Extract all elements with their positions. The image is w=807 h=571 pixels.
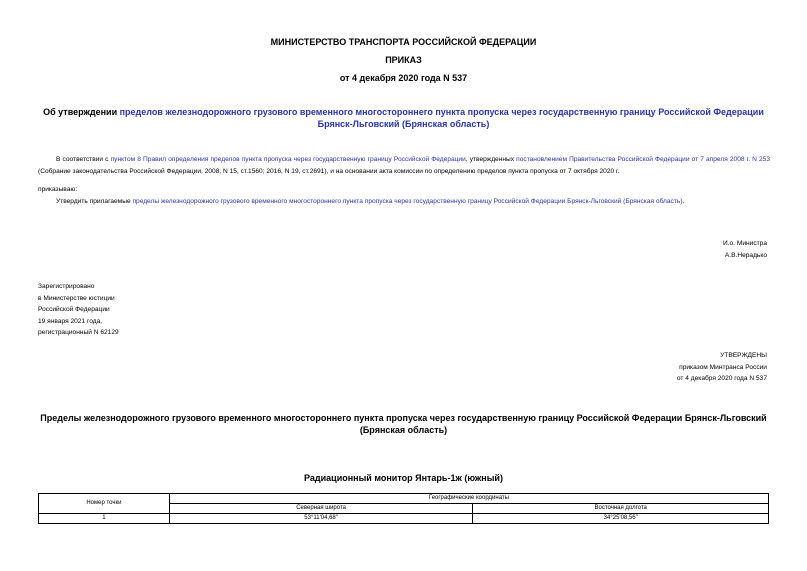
coordinates-table: [38, 493, 769, 524]
preamble-paragraph: [38, 154, 770, 178]
approved-block: [677, 350, 767, 385]
rules-link[interactable]: пунктом 8 Правил определения пределов пункта пропуска через государственную границу Российской Федерации: [110, 156, 466, 163]
approved-line: приказом Минтранса России: [679, 363, 767, 371]
approved-line: УТВЕРЖДЕНЫ: [720, 352, 767, 359]
cell-point: 1: [39, 514, 170, 524]
order-text-2: .: [682, 198, 685, 205]
registration-line: в Министерстве юстиции: [38, 294, 115, 302]
title-link[interactable]: пределов железнодорожного грузового временного многостороннего пункта пропуска через государственную границу Российской Федерации Брянск-Льговский (Брянская область): [119, 107, 764, 129]
ministry-heading: МИНИСТЕРСТВО ТРАНСПОРТА РОССИЙСКОЙ ФЕДЕРАЦИИ: [270, 37, 537, 47]
cell-longitude: 34°25'08,56": [473, 514, 769, 524]
preamble-text-3: (Собрание законодательства Российской Федерации, 2008, N 15, ст.1560; 2016, N 19, ст.2691), и на основании акта комиссии по определению пределов пункта пропуска от 7 октября 2020 г.: [38, 168, 620, 175]
header-latitude: Северная широта: [169, 504, 473, 514]
registration-line: Российской Федерации: [38, 306, 110, 313]
limits-link[interactable]: пределы железнодорожного грузового временного многостороннего пункта пропуска через государственную границу Российской Федерации Брянск-Льговский (Брянская область): [132, 198, 683, 205]
signature-position: И.о. Министра: [722, 240, 767, 247]
section-title: Радиационный монитор Янтарь-1ж (южный): [304, 473, 503, 483]
doc-date: от 4 декабря 2020 года N 537: [339, 73, 468, 83]
header-coordinates: Географические координаты: [169, 494, 768, 504]
registration-line: 19 января 2021 года,: [38, 317, 103, 325]
order-paragraph: [38, 196, 770, 208]
registration-line: регистрационный N 62129: [38, 329, 119, 336]
title-prefix: Об утверждении: [43, 107, 120, 117]
table-header-row: [39, 494, 769, 504]
table-row: [39, 514, 769, 524]
preamble-text-1: В соответствии с: [56, 156, 111, 163]
appendix-title: Пределы железнодорожного грузового временного многостороннего пункта пропуска через государственную границу Российской Федерации Брянск-Льговский (Брянская область): [40, 413, 767, 435]
approved-line: от 4 декабря 2020 года N 537: [676, 375, 767, 382]
order-text-1: Утвердить прилагаемые: [56, 198, 133, 205]
header-longitude: Восточная долгота: [473, 504, 769, 514]
document-title: [40, 106, 767, 130]
header-point-number: Номер точки: [39, 494, 170, 514]
registration-block: [38, 281, 119, 339]
registration-line: Зарегистрировано: [38, 283, 95, 290]
signature-name: А.В.Нерадько: [724, 251, 767, 259]
order-word: приказываю:: [38, 186, 78, 193]
signature-block: [723, 238, 767, 261]
cell-latitude: 53°11'04,68": [169, 514, 473, 524]
resolution-link[interactable]: постановлением Правительства Российской Федерации от 7 апреля 2008 г. N 253: [516, 156, 771, 163]
doc-type: ПРИКАЗ: [385, 55, 422, 65]
preamble-text-2: , утвержденных: [465, 156, 517, 163]
